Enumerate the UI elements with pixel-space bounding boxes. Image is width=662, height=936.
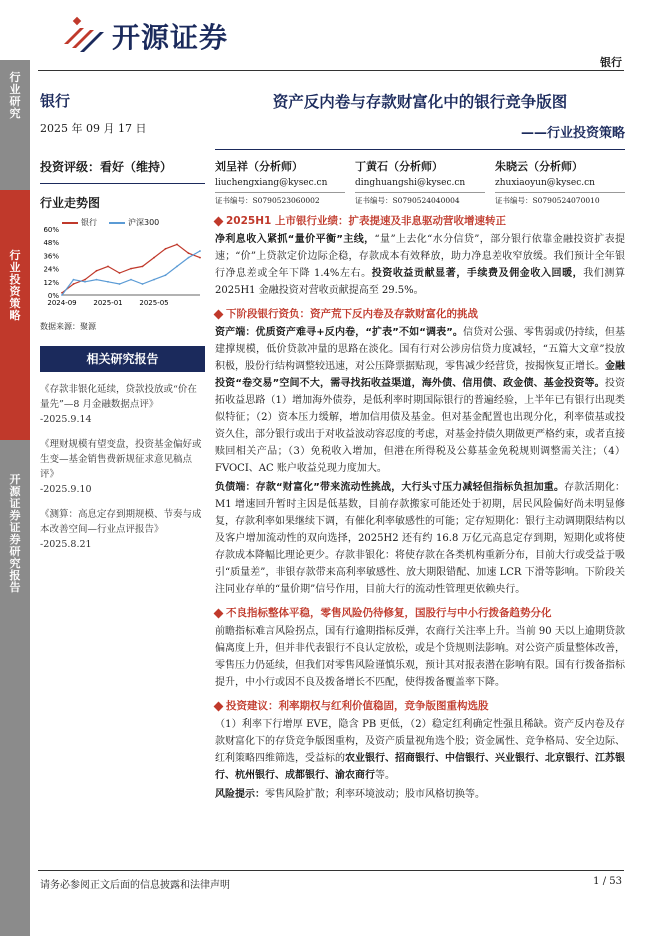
page-number: 1 / 53 (593, 876, 622, 887)
paragraph-emphasis: 金融投资“卷交易”空间不大，需寻找拓收益渠道，海外债、信用债、政金债、基金投资等。 (215, 361, 625, 389)
related-report-item (40, 437, 205, 497)
sidebar-label-bottom: 开源证券 证券研究报告 (9, 473, 21, 594)
sidebar-band-top (0, 60, 30, 190)
header-divider (38, 70, 624, 71)
trend-chart-svg (40, 215, 205, 315)
paragraph-lead: 净利息收入紧抓“量价平衡”主线， (215, 234, 375, 245)
related-report-item (40, 382, 205, 427)
sidebar-label-top: 行业研究 (9, 71, 21, 120)
x-tick-label: 2025-05 (139, 299, 169, 307)
sidebar-label-mid: 行业投资策略 (9, 249, 21, 322)
paragraph-text: “量”上去化“水分信贷”，部分银行依靠金融投资扩表提速；“价”上贷款定价边际企稳，存款成本有效释放，助力净息差收窄放缓。我们预计全年银行净息差或全年下降 1.4%左右。 (215, 234, 625, 279)
report-body (215, 214, 625, 803)
report-date: 2025 年 09 月 17 日 (40, 122, 147, 135)
section-heading-text: 下阶段银行资负：资产荒下反内卷及存款财富化的挑战 (226, 308, 478, 320)
data-point (73, 283, 75, 285)
paragraph (215, 623, 625, 691)
y-tick-label: 12% (43, 278, 59, 287)
legend-swatch (62, 222, 78, 224)
analyst-card (495, 158, 625, 206)
analyst-name: 朱晓云（分析师） (495, 160, 583, 173)
legend-label: 沪深300 (128, 218, 160, 227)
paragraph (215, 786, 625, 803)
paragraph (215, 479, 625, 598)
report-section (215, 699, 625, 803)
report-section (215, 606, 625, 691)
data-point (199, 257, 201, 259)
y-tick-label: 60% (43, 226, 59, 234)
paragraph-text-2: 我们测算 2025H1 金融投资对营收贡献提高至 29.5%。 (215, 268, 626, 296)
data-point (165, 248, 167, 250)
paragraph-text: （1）利率下行增厚 EVE，隐含 PB 更低，（2）稳定红利确定性强且稀缺。资产反内卷及存款财富化下的存贷竞争版图重构，及资产质量视角选个股；资金属性、竞争格局、安全边际、红利策略四维筛选，受益标的 (215, 719, 625, 764)
section-heading (215, 606, 625, 621)
data-point (153, 257, 155, 259)
analyst-card (215, 158, 345, 206)
report-section (215, 214, 625, 299)
chart-legend (62, 217, 159, 228)
legend-item-bank (62, 217, 97, 228)
divider (215, 149, 625, 150)
section-heading-text: 投资建议：利率期权与红利价值稳固，竞争版图重构选股 (226, 700, 489, 712)
data-point (165, 274, 167, 276)
report-subtitle: ——行业投资策略 (520, 126, 625, 141)
legend-label: 银行 (81, 218, 97, 227)
paragraph-text-2: 等。 (375, 770, 395, 781)
analysts-row (215, 158, 625, 206)
report-section (215, 307, 625, 598)
related-report-title: 《测算：高息定存到期规模、节奏与成本改善空间—行业点评报告》 (40, 509, 202, 535)
section-heading-text: 2025H1 上市银行业绩：扩表提速及非息驱动营收增速转正 (226, 215, 506, 227)
main-column (215, 90, 625, 803)
data-point (130, 279, 132, 281)
analyst-email: dinghuangshi@kysec.cn (355, 178, 466, 188)
section-heading-text: 不良指标整体平稳，零售风险仍待修复，国股行与中小行拨备趋势分化 (226, 607, 552, 619)
footer-divider (38, 870, 624, 871)
paragraph-text-2: 投资拓收益思路（1）增加海外债券，是低利率时期国际银行的普遍经验，上半年已有银行出现类似特征；（2）资本压力缓解，增加信用债及基金。但对基金配置也出现分化，利率债基或投资久住，部分银行或出于对收益波动容忍度的考虑，对基金持债久期做更严格约束，或者直接赎回相关产品；（3）免税收入增加，但港在所得税及公募基金免税规则调整需关注；（4）FVOCI、AC 账户收益兑现力度加大。 (215, 378, 625, 474)
paragraph-text: 存款活期化：M1 增速回升暂时主因是低基数，目前存款搬家可能还处于初期，居民风险偏好尚未明显修复，存款利率如果继续下调，有催化利率敏感性的可能；定存短期化：银行主动调期限结构以及客户增加流动性的双向选择，2025H2 还有约 16.8 万亿元高息定存到期，短期化或将使存款成本降幅比理论更少。存款非银化：将使存款在各类机构重新分布，目前大行或受益于吸引“质量差”，非银存款带来高利率敏感性、放大期限错配、加速 LCR 下滑等影响。下阶段关注同业存单的“量价期”信号作用，目前大行的流动性管理更依赖央行。 (215, 482, 625, 595)
paragraph-text: 零售风险扩散；利率环境波动；股市风格切换等。 (265, 789, 485, 800)
trend-chart (40, 215, 205, 315)
data-point (130, 268, 132, 270)
related-report-date: -2025.8.21 (40, 539, 92, 550)
x-tick-label: 2025-01 (93, 299, 123, 307)
paragraph-emphasis: 投资收益贡献显著，手续费及佣金收入回暖， (371, 268, 584, 279)
analyst-email: liuchengxiang@kysec.cn (215, 178, 328, 188)
diamond-bullet-icon (214, 217, 224, 227)
data-point (107, 266, 109, 268)
logo-mark-icon (60, 16, 104, 56)
analyst-name: 丁黄石（分析师） (355, 160, 443, 173)
data-point (176, 266, 178, 268)
analyst-email: zhuxiaoyun@kysec.cn (495, 178, 595, 188)
data-point (96, 279, 98, 281)
paragraph (215, 231, 625, 299)
paragraph-lead: 风险提示： (215, 789, 265, 800)
section-heading (215, 214, 625, 229)
data-point (61, 294, 63, 296)
data-point (73, 279, 75, 281)
related-report-date: -2025.9.10 (40, 484, 92, 495)
data-point (119, 272, 121, 274)
analyst-name: 刘呈祥（分析师） (215, 160, 303, 173)
company-logo (60, 16, 228, 56)
section-heading (215, 307, 625, 322)
paragraph-emphasis: 农业银行、招商银行、中信银行、兴业银行、北京银行、江苏银行、杭州银行、成都银行、渝农商行 (215, 753, 625, 781)
data-point (119, 283, 121, 285)
logo-text: 开源证券 (112, 21, 229, 54)
data-point (188, 257, 190, 259)
data-point (107, 281, 109, 283)
data-point (176, 244, 178, 246)
y-tick-label: 0% (47, 292, 59, 300)
investment-rating: 投资评级：看好（维持） (40, 160, 173, 174)
related-reports-list (40, 382, 205, 552)
paragraph (215, 716, 625, 784)
analyst-cert: 证书编号：S0790523060002 (215, 192, 345, 206)
header-tag: 银行 (600, 56, 622, 69)
y-tick-label: 36% (43, 252, 59, 261)
legend-swatch (109, 222, 125, 224)
section-heading (215, 699, 625, 714)
analyst-cert: 证书编号：S0790524040004 (355, 192, 485, 206)
footer-disclaimer: 请务必参阅正文后面的信息披露和法律声明 (40, 880, 230, 891)
paragraph-text: 信贷对公强、零售弱或仍持续，但基建撑规模，低价贷款冲量的思路在淡化。国有行对公涉房信贷力度减轻，“五篇大文章”投放积极，股份行结构调整较迅速，对公压降票据贴现，零售减少经营贷，按揭恢复正增长。 (215, 327, 625, 372)
data-point (96, 270, 98, 272)
related-report-title: 《存款非银化延续，贷款投放或“价在量先”—8 月金融数据点评》 (40, 384, 197, 410)
x-tick-label: 2024-09 (47, 299, 77, 307)
diamond-bullet-icon (214, 609, 224, 619)
sidebar-band-bottom (0, 440, 30, 936)
analyst-cert: 证书编号：S0790524070010 (495, 192, 625, 206)
sidebar-band-mid (0, 190, 30, 440)
report-title: 资产反内卷与存款财富化中的银行竞争版图 (272, 93, 568, 111)
left-column (40, 90, 205, 552)
data-point (188, 252, 190, 254)
data-point (153, 279, 155, 281)
y-tick-label: 48% (43, 239, 59, 248)
trend-title: 行业走势图 (40, 196, 101, 210)
sector-name: 银行 (40, 92, 71, 110)
related-reports-header: 相关研究报告 (40, 346, 205, 372)
data-point (84, 279, 86, 281)
paragraph-text: 前瞻指标难言风险拐点，国有行逾期指标反弹，农商行关注率上升。当前 90 天以上逾期贷款偏离度上升，但并非代表银行不良认定放松，或是个贷规则法影响。对公资产质量整体改善，零售压力仍延续，但我们对零售风险谨慎乐观，预计其对报表潜在影响有限。国有行拨备指标提升，中小行或因不良及拨备增长不匹配，使得拨备覆盖率下降。 (215, 626, 625, 688)
related-report-date: -2025.9.14 (40, 414, 92, 425)
data-point (142, 283, 144, 285)
related-report-item (40, 507, 205, 552)
data-point (84, 281, 86, 283)
related-report-title: 《理财规模有望变盘，投资基金偏好或生变—基金销售费新规征求意见稿点评》 (40, 439, 202, 480)
data-point (199, 250, 201, 252)
analyst-card (355, 158, 485, 206)
diamond-bullet-icon (214, 702, 224, 712)
legend-item-hs300 (109, 217, 159, 228)
paragraph-lead: 负债端：存款“财富化”带来流动性挑战，大行头寸压力减轻但指标负担加重。 (215, 482, 565, 493)
series-line-1 (62, 251, 200, 295)
data-point (142, 266, 144, 268)
data-source: 数据来源：聚源 (40, 322, 96, 331)
divider (40, 183, 205, 184)
y-tick-label: 24% (43, 265, 59, 274)
paragraph-lead: 资产端：优质资产难寻+反内卷，“扩表”不如“调表”。 (215, 327, 464, 338)
diamond-bullet-icon (214, 310, 224, 320)
paragraph (215, 324, 625, 477)
